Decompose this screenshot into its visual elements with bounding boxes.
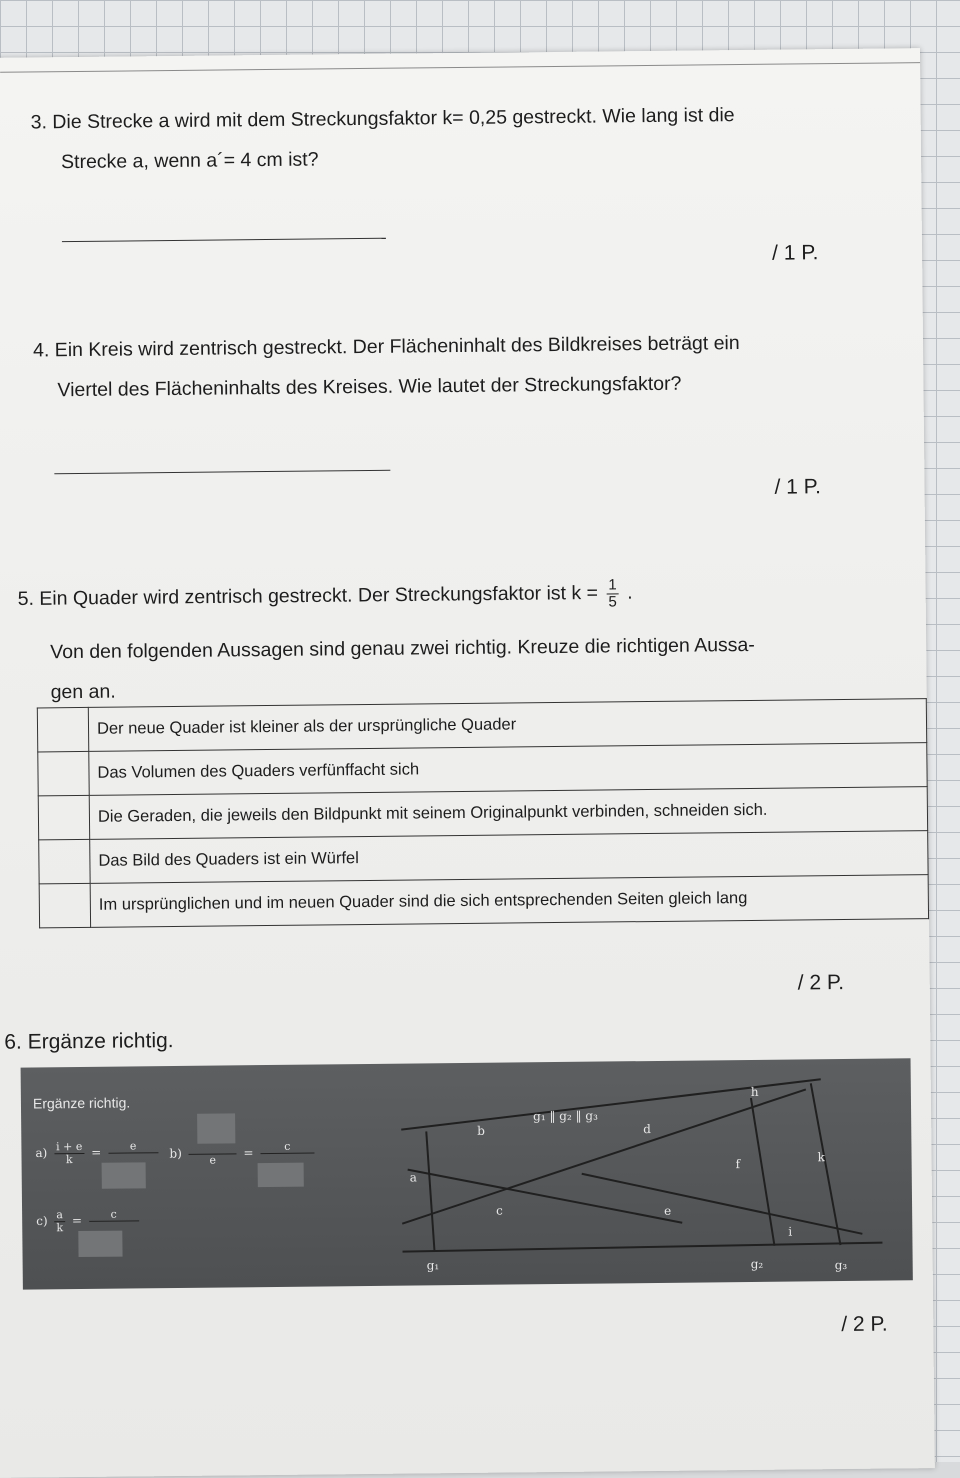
q5-line2: Von den folgenden Aussagen sind genau zwei richtig. Kreuze die richtigen Aussa- (50, 633, 755, 664)
q4-line1: 4. Ein Kreis wird zentrisch gestreckt. Der Flächeninhalt des Bildkreises beträgt ein (32, 332, 740, 362)
q3-line2: Strecke a, wenn a´= 4 cm ist? (60, 148, 319, 174)
q3-line1: 3. Die Strecke a wird mit dem Streckungsfaktor k= 0,25 gestreckt. Wie lang ist die (30, 104, 735, 134)
statement-2: Das Volumen des Quaders verfünffacht sich (89, 743, 927, 796)
label-g2: g₂ (750, 1256, 764, 1271)
q4-answer-line[interactable] (54, 470, 390, 475)
label-c: c (496, 1203, 503, 1218)
label-i: i (788, 1224, 793, 1239)
top-rule (0, 62, 920, 73)
q5-frac-den: 5 (608, 593, 617, 611)
label-b: b (477, 1123, 486, 1138)
parallel-note: g₁ ‖ g₂ ‖ g₃ (533, 1108, 598, 1124)
statement-5: Im ursprünglichen und im neuen Quader sind die sich entsprechenden Seiten gleich lang (90, 875, 928, 928)
exercise-b-den: e (209, 1153, 217, 1167)
exercise-c-label: c) (36, 1213, 48, 1229)
exercise-c-num: a (54, 1209, 65, 1222)
checkbox-cell-4[interactable] (39, 839, 90, 884)
intercept-diagram (21, 1058, 913, 1289)
checkbox-cell-1[interactable] (37, 707, 88, 752)
q4-line2: Viertel des Flächeninhalts des Kreises. Wie lautet der Streckungsfaktor? (57, 372, 682, 402)
statements-table (37, 698, 929, 928)
label-g1: g₁ (426, 1258, 440, 1273)
exercise-a-label: a) (35, 1145, 48, 1161)
exercise-c-eq: = (71, 1213, 83, 1228)
line-bottom (402, 1243, 882, 1252)
parallel-g2 (751, 1098, 775, 1246)
q5-fraction (606, 577, 619, 610)
exercise-a-num: i + e (54, 1141, 84, 1154)
worksheet-page (0, 48, 935, 1478)
label-h: h (750, 1084, 759, 1099)
statement-3: Die Geraden, die jeweils den Bildpunkt mit seinem Originalpunkt verbinden, schneiden sich. (89, 787, 927, 840)
statement-1: Der neue Quader ist kleiner als der ursprüngliche Quader (88, 699, 926, 752)
exercise-a-rhs-num: e (108, 1140, 158, 1153)
figure-title: Ergänze richtig. (32, 1094, 131, 1112)
exercise-c-den: k (56, 1220, 64, 1234)
q5-line1-end: . (627, 581, 633, 604)
q3-points: / 1 P. (771, 241, 819, 265)
checkbox-cell-3[interactable] (38, 795, 89, 840)
segment-cross-right (582, 1171, 863, 1237)
intercept-theorem-figure (21, 1058, 913, 1289)
q5-points: / 2 P. (797, 971, 845, 995)
ray-cross (401, 1089, 807, 1223)
exercise-b-rhs-num: c (260, 1141, 314, 1154)
q6-heading: 6. Ergänze richtig. (4, 1029, 174, 1054)
q4-points: / 1 P. (774, 475, 821, 499)
label-k: k (817, 1150, 825, 1165)
label-a: a (409, 1170, 417, 1185)
table-row (39, 875, 928, 928)
exercise-a-den: k (65, 1152, 73, 1166)
exercise-a-eq: = (91, 1145, 102, 1160)
parallel-g1 (426, 1131, 434, 1251)
exercise-c-rhs-num: c (89, 1208, 139, 1221)
q5-frac-num: 1 (606, 577, 619, 594)
label-d: d (643, 1122, 652, 1137)
q6-points: / 2 P. (841, 1312, 888, 1337)
label-e: e (664, 1203, 672, 1218)
q5-line3: gen an. (50, 680, 116, 704)
label-g3: g₃ (834, 1257, 848, 1273)
exercise-b-label: b) (169, 1146, 182, 1161)
checkbox-cell-2[interactable] (38, 751, 89, 796)
q5-line1-text: 5. Ein Quader wird zentrisch gestreckt. Der Streckungsfaktor ist k = (17, 581, 599, 611)
parallel-g3 (811, 1083, 841, 1245)
label-f: f (735, 1157, 741, 1172)
q3-answer-line[interactable] (62, 238, 386, 242)
checkbox-cell-5[interactable] (39, 883, 90, 928)
statement-4: Das Bild des Quaders ist ein Würfel (90, 831, 928, 884)
exercise-b-eq: = (243, 1145, 254, 1160)
q5-line1 (18, 577, 633, 616)
